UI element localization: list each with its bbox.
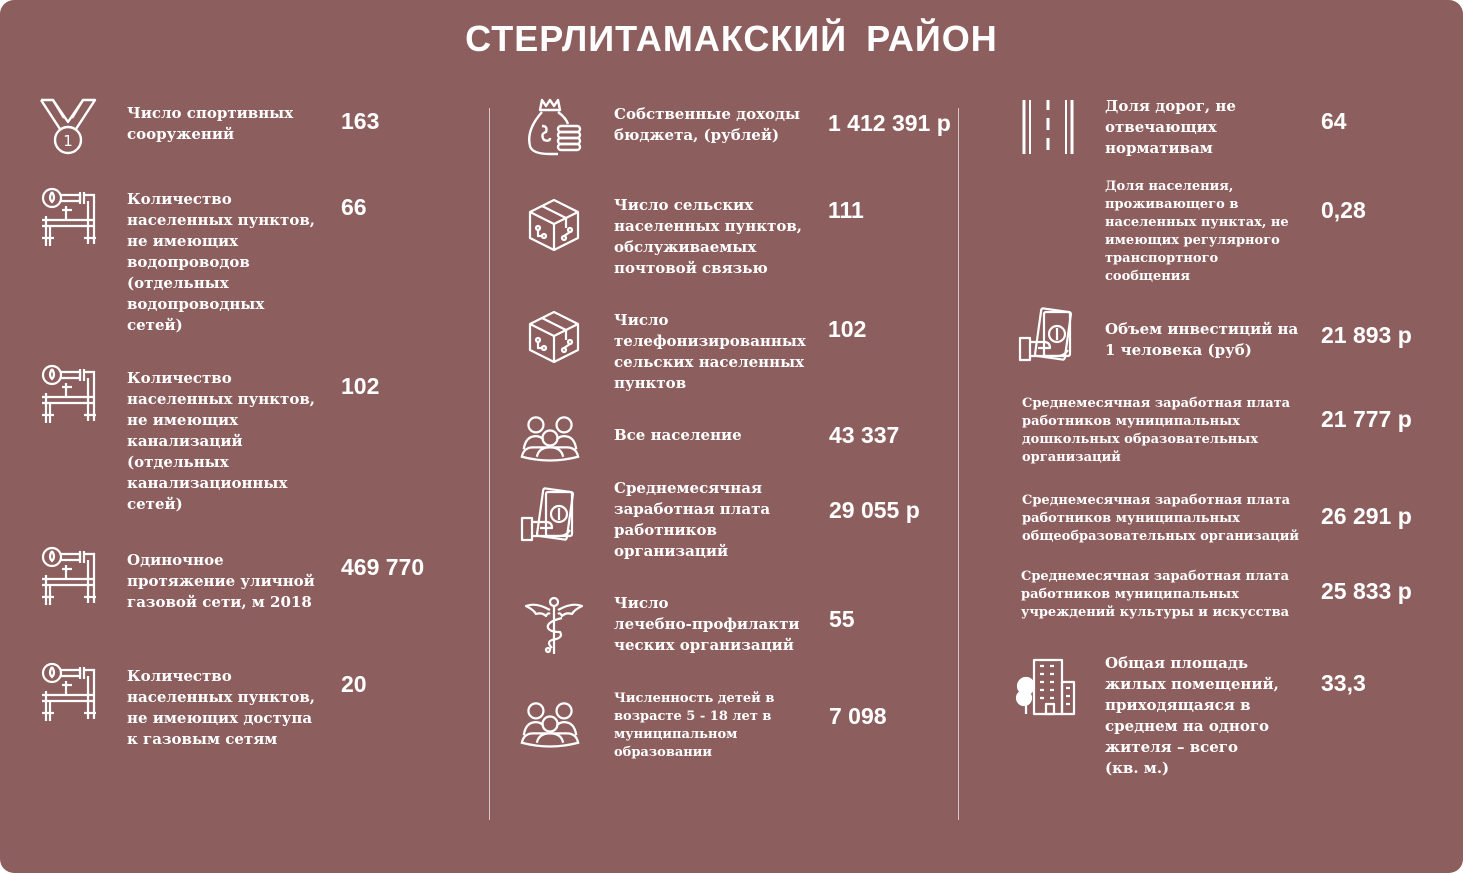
- building-icon: [1016, 656, 1076, 716]
- stat-value: 1 412 391 р: [828, 110, 951, 136]
- stat-label: Объем инвестиций на 1 человека (руб): [1105, 320, 1299, 359]
- pipes-icon: [40, 661, 100, 721]
- stat-value: 102: [341, 373, 380, 399]
- stat-value: 7 098: [829, 703, 887, 729]
- medal-icon: [38, 96, 98, 156]
- stat-label: Число телефонизированных сельских населенных пунктов: [614, 311, 806, 392]
- stat-label: Общая площадь жилых помещений, приходящаяся в среднем на одного жителя – всего (кв. м.): [1105, 654, 1279, 777]
- stat-label: Количество населенных пунктов, не имеющих водопроводов (отдельных водопроводных сетей): [127, 190, 315, 334]
- stat-value: 43 337: [829, 422, 900, 448]
- stat-label: Количество населенных пунктов, не имеющих доступа к газовым сетям: [127, 667, 315, 748]
- stat-value: 20: [341, 671, 367, 697]
- money-hand-icon: [1018, 306, 1078, 366]
- stat-label: Доля дорог, не отвечающих нормативам: [1105, 97, 1236, 157]
- stat-label: Одиночное протяжение уличной газовой сети, м 2018: [127, 551, 315, 611]
- stat-label: Среднемесячная заработная плата работников муниципальных общеобразовательных организаций: [1022, 493, 1300, 544]
- stat-value: 0,28: [1321, 197, 1366, 223]
- pipes-icon: [40, 545, 100, 605]
- stat-label: Среднемесячная заработная плата работников организаций: [614, 479, 771, 560]
- page-title: СТЕРЛИТАМАКСКИЙ РАЙОН: [465, 18, 998, 59]
- stat-value: 469 770: [341, 554, 425, 580]
- stat-label: Число сельских населенных пунктов, обслуживаемых почтовой связью: [614, 196, 802, 277]
- people-group-icon: [520, 694, 580, 754]
- svg-text:1: 1: [63, 132, 73, 150]
- parcel-box-icon: [524, 306, 584, 366]
- column-divider: [958, 108, 959, 820]
- stat-label: Численность детей в возрасте 5 - 18 лет в муниципальном образовании: [614, 691, 775, 760]
- stat-value: 21 893 р: [1321, 322, 1412, 348]
- stat-value: 33,3: [1321, 670, 1366, 696]
- stat-value: 26 291 р: [1321, 503, 1412, 529]
- stat-value: 21 777 р: [1321, 406, 1412, 432]
- stat-label: Среднемесячная заработная плата работников муниципальных дошкольных образовательных организаций: [1022, 396, 1291, 465]
- stat-value: 163: [341, 108, 380, 134]
- stat-value: 66: [341, 194, 367, 220]
- caduceus-icon: [524, 596, 584, 656]
- road-icon: [1018, 96, 1078, 156]
- stat-label: Среднемесячная заработная плата работников муниципальных учреждений культуры и искусства: [1021, 569, 1290, 620]
- stat-label: Число спортивных сооружений: [127, 104, 294, 143]
- parcel-box-icon: [524, 194, 584, 254]
- stat-label: Количество населенных пунктов, не имеющих канализаций (отдельных канализационных сетей): [127, 369, 315, 513]
- stat-value: 64: [1321, 108, 1347, 134]
- stat-value: 111: [828, 197, 864, 223]
- stat-label: Доля населения, проживающего в населенных пунктах, не имеющих регулярного транспортного сообщения: [1105, 179, 1289, 284]
- stat-value: 55: [829, 606, 855, 632]
- column-divider: [489, 108, 490, 820]
- people-group-icon: [520, 408, 580, 468]
- stat-label: Все население: [614, 426, 742, 444]
- stat-value: 102: [828, 316, 867, 342]
- stat-value: 25 833 р: [1321, 578, 1412, 604]
- pipes-icon: [40, 186, 100, 246]
- stat-value: 29 055 р: [829, 497, 920, 523]
- money-bag-icon: [524, 96, 584, 156]
- stat-label: Число лечебно-профилакти ческих организаций: [614, 594, 800, 654]
- pipes-icon: [40, 363, 100, 423]
- stat-label: Собственные доходы бюджета, (рублей): [614, 105, 801, 144]
- money-hand-icon: [520, 486, 580, 546]
